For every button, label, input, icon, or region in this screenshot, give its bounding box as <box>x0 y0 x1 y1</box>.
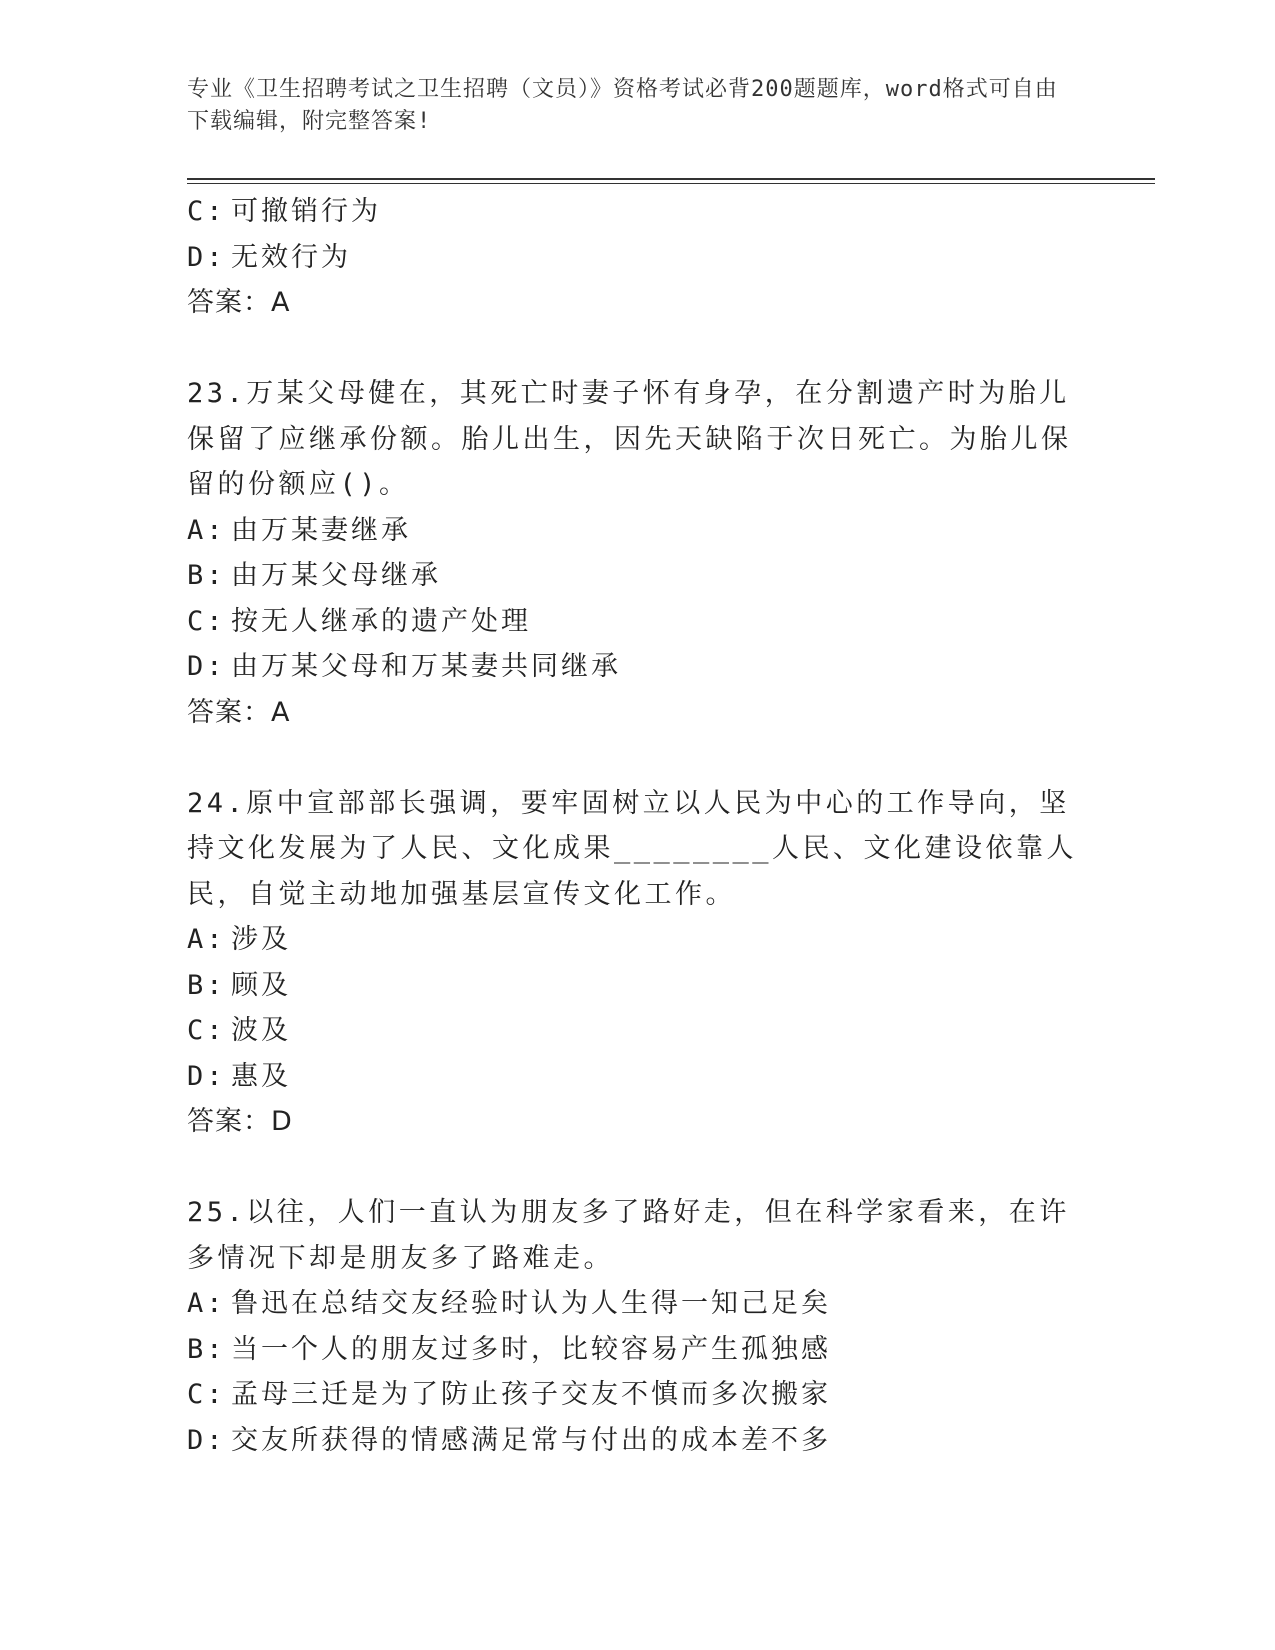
question-stem: 25.以往，人们一直认为朋友多了路好走，但在科学家看来，在许多情况下却是朋友多了路难走。 <box>187 1197 1070 1274</box>
option-text: 涉及 <box>231 924 291 955</box>
answer-line: 答案：A <box>187 287 291 318</box>
option-letter: B: <box>187 969 226 1001</box>
option-letter: D: <box>187 651 226 682</box>
option-c <box>187 1372 1087 1418</box>
option-text: 顾及 <box>231 969 291 1001</box>
option-letter: C: <box>187 1379 226 1410</box>
option-letter: A: <box>187 924 226 955</box>
option-d <box>187 644 1087 690</box>
option-text: 由万某父母和万某妻共同继承 <box>231 651 621 682</box>
option-a <box>187 1281 1087 1327</box>
option-text: 由万某妻继承 <box>231 514 411 546</box>
question-25 <box>187 1190 1087 1463</box>
option-a <box>187 917 1087 963</box>
header-rule-thin <box>187 183 1155 184</box>
option-b <box>187 1327 1087 1373</box>
option-d <box>187 1054 1087 1100</box>
question-23 <box>187 371 1087 735</box>
option-letter: B: <box>187 560 226 591</box>
option-text: 惠及 <box>231 1060 291 1092</box>
option-a <box>187 508 1087 554</box>
answer-line: 答案：A <box>187 696 291 728</box>
option-letter: A: <box>187 1288 226 1319</box>
prev-question-block <box>187 189 1087 326</box>
option-d <box>187 1418 1087 1464</box>
option-b <box>187 963 1087 1009</box>
document-body <box>187 189 1087 1463</box>
option-letter: C: <box>187 196 226 227</box>
page-header: 专业《卫生招聘考试之卫生招聘（文员）》资格考试必背200题题库，word格式可自由下载编辑，附完整答案! <box>187 77 1058 134</box>
option-text: 无效行为 <box>231 241 351 273</box>
question-stem: 23.万某父母健在，其死亡时妻子怀有身孕，在分割遗产时为胎儿保留了应继承份额。胎儿出生，因先天缺陷于次日死亡。为胎儿保留的份额应()。 <box>187 378 1072 500</box>
option-letter: D: <box>187 1060 226 1092</box>
option-text: 波及 <box>231 1015 291 1046</box>
option-text: 由万某父母继承 <box>231 560 441 591</box>
option-letter: D: <box>187 241 226 273</box>
option-letter: D: <box>187 1424 226 1456</box>
option-text: 可撤销行为 <box>231 196 381 227</box>
option-letter: C: <box>187 1015 226 1046</box>
option-text: 当一个人的朋友过多时，比较容易产生孤独感 <box>231 1333 831 1365</box>
option-text: 孟母三迁是为了防止孩子交友不慎而多次搬家 <box>231 1379 831 1410</box>
option-letter: C: <box>187 605 226 637</box>
spacer <box>187 1145 1087 1191</box>
option-text: 按无人继承的遗产处理 <box>231 605 531 637</box>
spacer <box>187 326 1087 372</box>
option-c <box>187 1008 1087 1054</box>
option-text: 交友所获得的情感满足常与付出的成本差不多 <box>231 1424 831 1456</box>
option-d <box>187 235 1087 281</box>
header-rule-thick <box>187 178 1155 180</box>
option-text: 鲁迅在总结交友经验时认为人生得一知己足矣 <box>231 1288 831 1319</box>
answer-line: 答案：D <box>187 1106 293 1137</box>
spacer <box>187 735 1087 781</box>
option-letter: B: <box>187 1333 226 1365</box>
option-b <box>187 553 1087 599</box>
option-c <box>187 189 1087 235</box>
question-24 <box>187 781 1087 1145</box>
question-stem: 24.原中宣部部长强调，要牢固树立以人民为中心的工作导向，坚持文化发展为了人民、文化成果________人民、文化建设依靠人民，自觉主动地加强基层宣传文化工作。 <box>187 787 1078 910</box>
option-letter: A: <box>187 514 226 546</box>
option-c <box>187 599 1087 645</box>
